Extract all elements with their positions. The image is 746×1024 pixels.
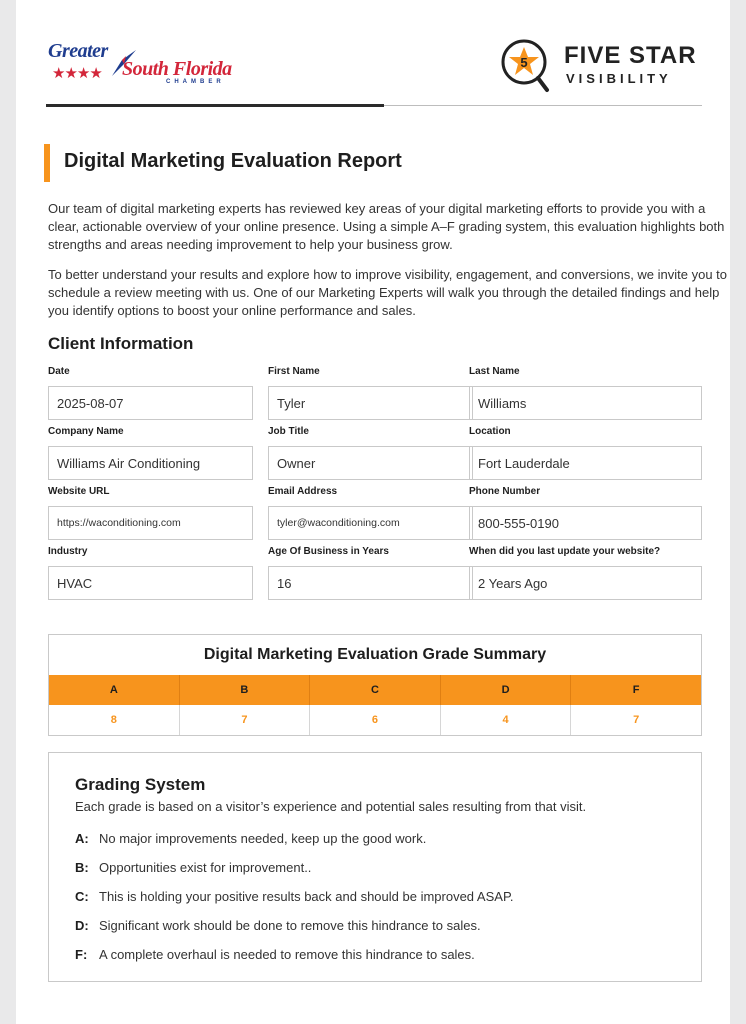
chamber-logo bbox=[48, 40, 258, 88]
page-title: Digital Marketing Evaluation Report bbox=[64, 150, 402, 172]
field-last-name bbox=[469, 366, 702, 420]
field-phone-number bbox=[469, 486, 702, 540]
logo-stars: ★★★★ bbox=[52, 65, 102, 82]
grade-count-d: 4 bbox=[441, 705, 572, 735]
field-company-name bbox=[48, 426, 253, 480]
grade-key: D: bbox=[75, 918, 89, 933]
client-info-heading: Client Information bbox=[48, 334, 194, 353]
grade-text: Opportunities exist for improvement.. bbox=[99, 860, 312, 875]
first-name-field[interactable]: Tyler bbox=[268, 386, 473, 420]
field-label: Age Of Business in Years bbox=[268, 546, 389, 557]
field-label: Industry bbox=[48, 546, 88, 557]
email-field[interactable]: tyler@waconditioning.com bbox=[268, 506, 473, 540]
website-url-field[interactable]: https://waconditioning.com bbox=[48, 506, 253, 540]
location-field[interactable]: Fort Lauderdale bbox=[469, 446, 702, 480]
industry-field[interactable]: HVAC bbox=[48, 566, 253, 600]
header-rule-dark bbox=[46, 104, 384, 107]
field-industry bbox=[48, 546, 253, 600]
grade-key: C: bbox=[75, 889, 89, 904]
phone-number-field[interactable]: 800-555-0190 bbox=[469, 506, 702, 540]
last-name-field[interactable]: Williams bbox=[469, 386, 702, 420]
field-last-update bbox=[469, 546, 702, 600]
grading-item-b bbox=[75, 860, 311, 875]
grade-count-c: 6 bbox=[310, 705, 441, 735]
grade-count-f: 7 bbox=[633, 714, 640, 726]
field-location bbox=[469, 426, 702, 480]
field-label: First Name bbox=[268, 366, 320, 377]
field-label: Date bbox=[48, 366, 70, 377]
grade-letter-a: A bbox=[49, 675, 180, 705]
grade-count-a: 8 bbox=[49, 705, 180, 735]
field-label: Email Address bbox=[268, 486, 338, 497]
field-job-title bbox=[268, 426, 473, 480]
intro-paragraph-1: Our team of digital marketing experts has reviewed key areas of your digital marketing efforts to provide you with a clear, actionable overview of your online presence. Using a simple A–F grading system, this evaluation highlights both strengths and areas needing improvement to help your business grow. bbox=[48, 201, 725, 252]
five-star-title: FIVE STAR bbox=[564, 42, 697, 69]
grade-key: B: bbox=[75, 860, 89, 875]
grade-letter-b: B bbox=[180, 675, 311, 705]
logo-greater-text: Greater bbox=[48, 40, 108, 62]
date-field[interactable]: 2025-08-07 bbox=[48, 386, 253, 420]
grading-item-d bbox=[75, 918, 481, 933]
field-label: Location bbox=[469, 426, 511, 437]
grading-item-c bbox=[75, 889, 514, 904]
grade-text: Significant work should be done to remove this hindrance to sales. bbox=[99, 918, 481, 933]
grade-letter-d: D bbox=[441, 675, 572, 705]
job-title-field[interactable]: Owner bbox=[268, 446, 473, 480]
five-star-subtitle: VISIBILITY bbox=[566, 71, 672, 86]
field-label: Company Name bbox=[48, 426, 124, 437]
title-accent-bar bbox=[44, 144, 50, 182]
logo-chamber-text: CHAMBER bbox=[166, 79, 225, 85]
grading-system-box bbox=[48, 752, 702, 982]
field-date bbox=[48, 366, 253, 420]
grade-text: No major improvements needed, keep up the good work. bbox=[99, 831, 427, 846]
grade-key: A: bbox=[75, 831, 89, 846]
grade-text: This is holding your positive results back and should be improved ASAP. bbox=[99, 889, 514, 904]
grading-item-f bbox=[75, 947, 475, 962]
badge-number: 5 bbox=[520, 55, 528, 70]
grading-system-description: Each grade is based on a visitor’s experience and potential sales resulting from that visit. bbox=[75, 799, 587, 814]
logo-south-florida-text: South Florida bbox=[122, 58, 232, 80]
five-star-logo bbox=[500, 38, 710, 94]
company-name-field[interactable]: Williams Air Conditioning bbox=[48, 446, 253, 480]
grading-system-title: Grading System bbox=[75, 775, 206, 794]
intro-paragraph-2: To better understand your results and explore how to improve visibility, engagement, and conversions, we invite you to schedule a review meeting with us. One of our Marketing Experts will walk you through the detailed findings and help you identify options to boost your online performance and sales. bbox=[48, 267, 728, 318]
field-website-url bbox=[48, 486, 253, 540]
field-email-address bbox=[268, 486, 473, 540]
grade-summary-table bbox=[48, 634, 702, 736]
grade-count-b: 7 bbox=[180, 705, 311, 735]
report-page bbox=[16, 0, 730, 1024]
grade-header-row bbox=[49, 675, 701, 705]
grade-summary-title: Digital Marketing Evaluation Grade Summary bbox=[203, 646, 547, 663]
grading-item-a bbox=[75, 831, 426, 846]
last-update-field[interactable]: 2 Years Ago bbox=[469, 566, 702, 600]
field-business-age bbox=[268, 546, 473, 600]
field-label: Job Title bbox=[268, 426, 309, 437]
field-first-name bbox=[268, 366, 473, 420]
business-age-field[interactable]: 16 bbox=[268, 566, 473, 600]
grade-letter-f: F bbox=[632, 684, 640, 696]
header-rule-light bbox=[384, 105, 702, 106]
magnifier-star-icon bbox=[500, 38, 552, 94]
field-label: Phone Number bbox=[469, 486, 541, 497]
grade-text: A complete overhaul is needed to remove this hindrance to sales. bbox=[99, 947, 475, 962]
field-label: Website URL bbox=[48, 486, 110, 497]
field-label: When did you last update your website? bbox=[469, 546, 661, 557]
grade-letter-c: C bbox=[310, 675, 441, 705]
grade-count-row bbox=[49, 705, 701, 735]
field-label: Last Name bbox=[469, 366, 520, 377]
grade-key: F: bbox=[75, 947, 88, 962]
